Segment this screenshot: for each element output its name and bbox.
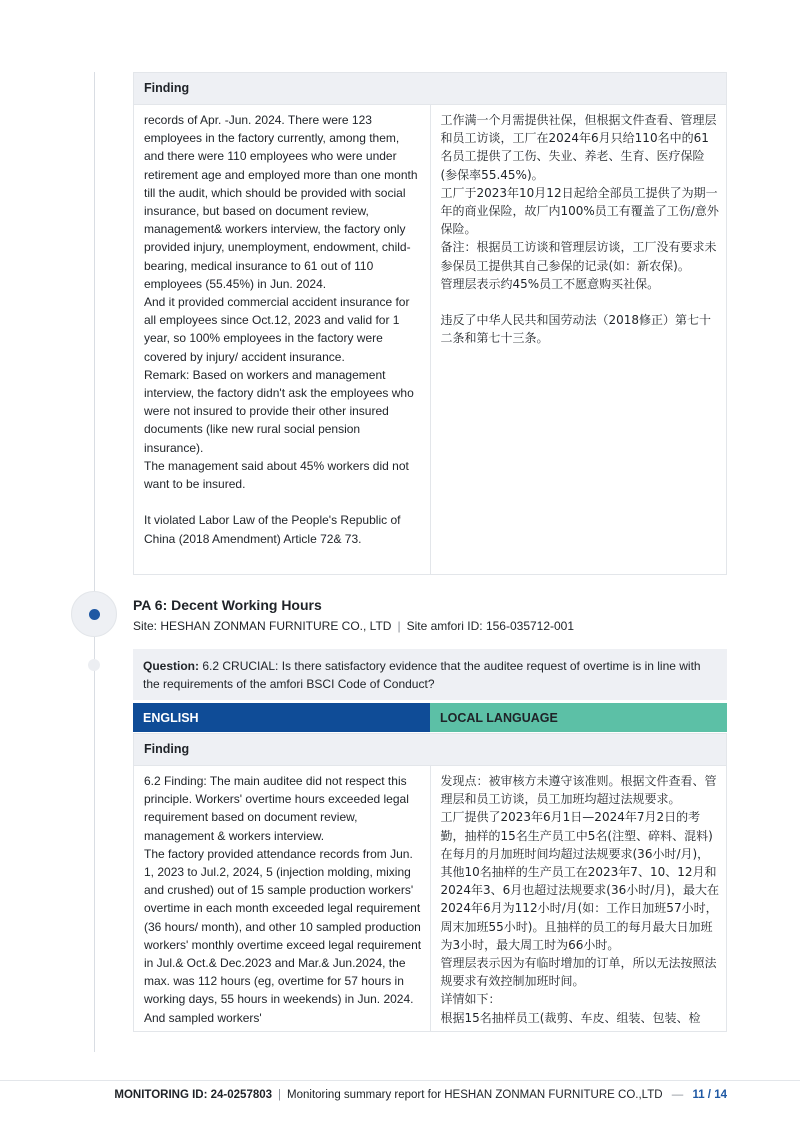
timeline-section-marker-icon <box>71 591 117 637</box>
timeline-question-marker-icon <box>88 659 100 671</box>
finding-local-text: 工作满一个月需提供社保，但根据文件查看、管理层和员工访谈，工厂在2024年6月只给110名中的61名员工提供了工伤、失业、养老、生育、医疗保险(参保率55.45%)。 工厂于2023年10月12日起给全部员工提供了为期一年的商业保险，故厂内100%员工有覆盖了工伤/意外保险。 备注：根据员工访谈和管理层访谈，工厂没有要求未参保员工提供其自己参保的记录(如：新农保)。 管理层表示约45%员工不愿意购买社保。 违反了中华人民共和国劳动法（2018修正）第七十二条和第七十三条。 <box>430 105 727 575</box>
question-box <box>133 649 727 700</box>
finding-local-text: 发现点：被审核方未遵守该准则。根据文件查看、管理层和员工访谈，员工加班均超过法规要求。 工厂提供了2023年6月1日—2024年7月2日的考勤，抽样的15名生产员工中5名(注塑、碎料、混料)在每月的月加班时间均超过法规要求(36小时/月)，其他10名抽样的生产员工在2023年7、10、12月和2024年3、6月也超过法规要求(36小时/月)，最大在2024年6月为112小时/月(如：工作日加班57小时，周末加班55小时)。且抽样的员工的每月最大日加班为3小时，最大周工时为66小时。 管理层表示因为有临时增加的订单，所以无法按照法规要求有效控制加班时间。 详情如下： 根据15名抽样员工(裁剪、车皮、组装、包装、检 <box>430 766 727 1032</box>
finding-english-text: records of Apr. -Jun. 2024. There were 123 employees in the factory currently, among them, and there were 110 employees who were under retirement age and employed more than one month till the audit, which should be provided with social insurance, but based on document review, management& workers interview, the factory only provided injury, unemployment, endowment, child-bearing, medical insurance to 61 out of 110 employees (55.45%) in Jun. 2024. And it provided commercial accident insurance for all employees since Oct.12, 2023 and valid for 1 year, so 100% employees in the factory were covered by injury/ accident insurance. Remark: Based on workers and management interview, the factory didn't ask the employees who were not insured to provide their other insured documents (like new rural social pension insurance). The management said about 45% workers did not want to be insured. It violated Labor Law of the People's Republic of China (2018 Amendment) Article 72& 73. <box>134 105 431 575</box>
page-number: 11 / 14 <box>692 1089 727 1101</box>
question-label: Question: <box>143 659 199 673</box>
finding-header: Finding <box>134 734 727 766</box>
report-title: Monitoring summary report for HESHAN ZONMAN FURNITURE CO.,LTD <box>287 1089 663 1101</box>
finding-header: Finding <box>134 73 727 105</box>
footer-dash: — <box>671 1089 684 1101</box>
section-title: PA 6: Decent Working Hours <box>133 597 322 613</box>
finding-english-text: 6.2 Finding: The main auditee did not respect this principle. Workers' overtime hours exceeded legal requirement based on document review, management & workers interview. The factory provided attendance records from Jun. 1, 2023 to Jul.2, 2024, 5 (injection molding, mixing and crushed) out of 15 sample production workers' overtime in each month exceeded legal requirement (36 hours/ month), and other 10 sampled production workers' monthly overtime exceed legal requirement in Jul.& Oct.& Dec.2023 and Mar.& Jun.2024, the max. was 112 hours (eg, overtime for 57 hours in working days, 55 hours in weekends) in Jun. 2024. And sampled workers' <box>134 766 431 1032</box>
page-footer <box>0 1080 800 1112</box>
language-header-row <box>133 703 727 732</box>
monitoring-id: MONITORING ID: 24-0257803 <box>114 1089 273 1101</box>
column-english-header: ENGLISH <box>133 703 430 732</box>
site-amfori-id: Site amfori ID: 156-035712-001 <box>406 619 575 633</box>
site-name: Site: HESHAN ZONMAN FURNITURE CO., LTD <box>133 619 392 633</box>
finding-table-pa6 <box>133 733 727 1032</box>
timeline-line <box>94 72 95 1052</box>
finding-table-previous <box>133 72 727 575</box>
question-text: 6.2 CRUCIAL: Is there satisfactory evidence that the auditee request of overtime is in line with the requirements of the amfori BSCI Code of Conduct? <box>143 659 701 691</box>
column-local-language-header: LOCAL LANGUAGE <box>430 703 727 732</box>
footer-text: MONITORING ID: 24-0257803 | Monitoring summary report for HESHAN ZONMAN FURNITURE CO.,LTD — 11 / 14 <box>114 1089 727 1101</box>
site-info: Site: HESHAN ZONMAN FURNITURE CO., LTD | Site amfori ID: 156-035712-001 <box>133 619 575 633</box>
